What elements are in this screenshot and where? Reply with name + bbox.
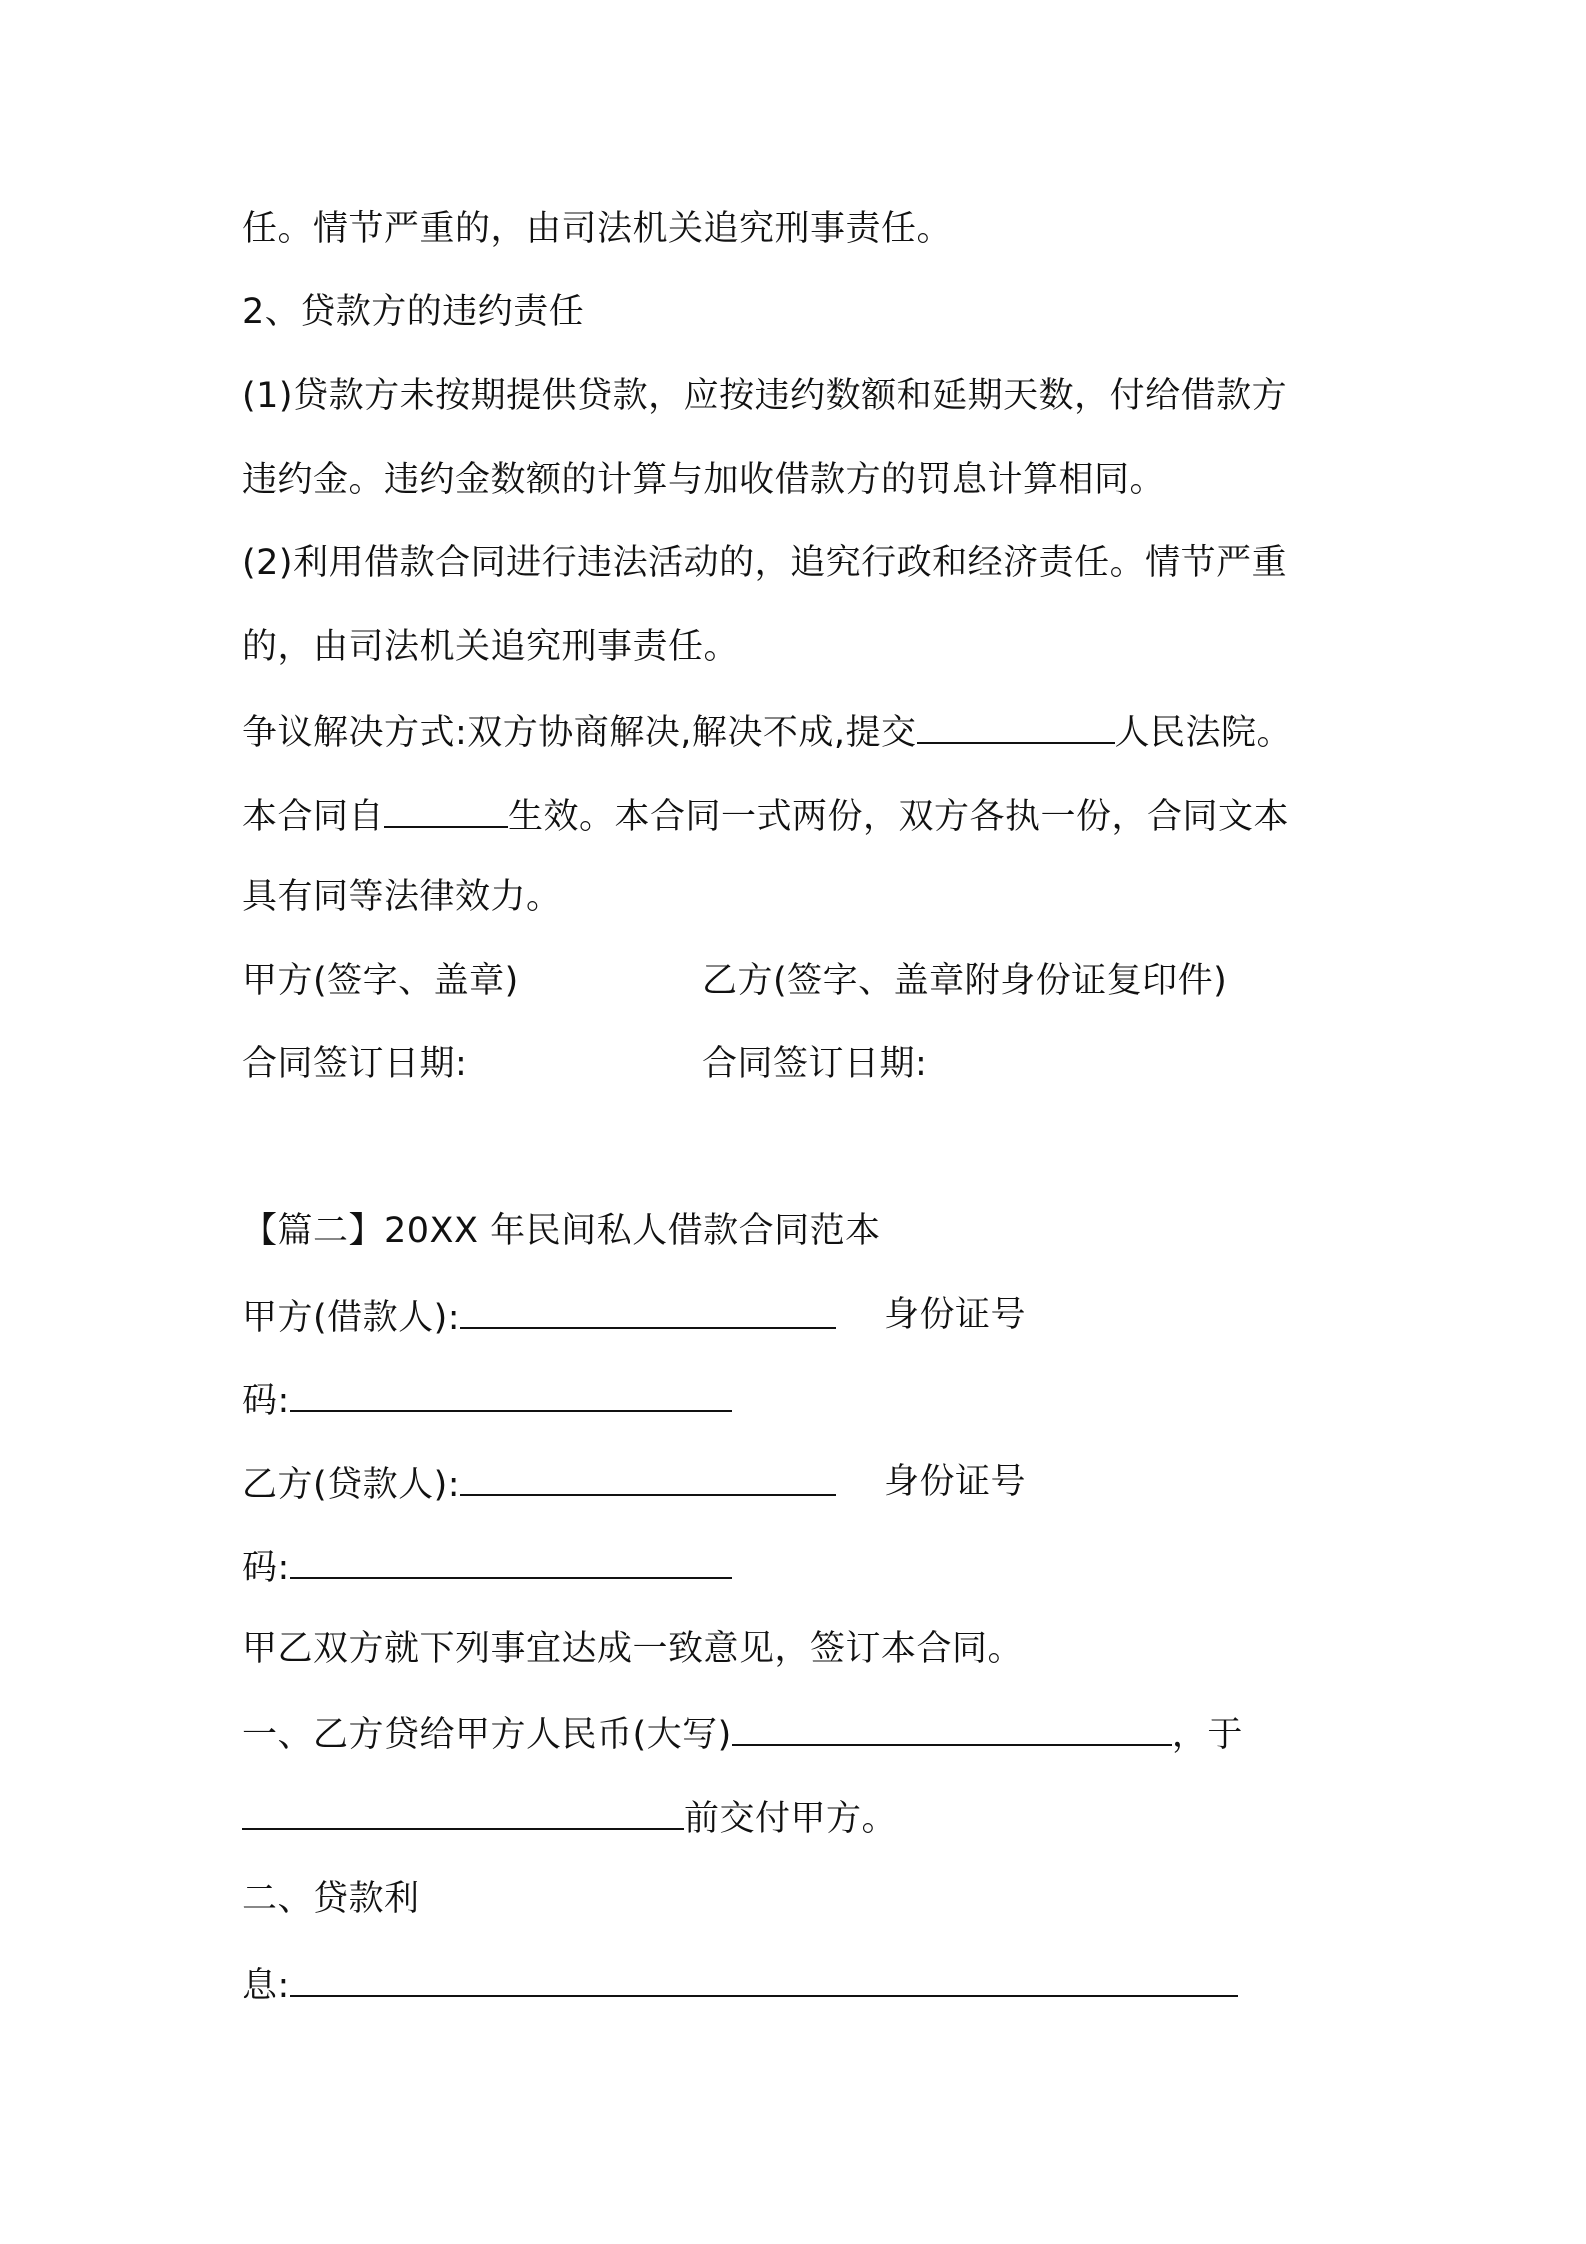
loan-amount-line — [242, 1710, 1243, 1757]
text: 码: — [242, 1381, 290, 1421]
signing-date-a — [242, 1042, 467, 1086]
court-blank — [917, 708, 1115, 744]
text: 违约金。违约金数额的计算与加收借款方的罚息计算相同。 — [242, 460, 1166, 500]
agreement-line — [242, 1627, 1023, 1671]
lender-id-line — [242, 1543, 732, 1590]
id-label — [884, 1293, 1026, 1337]
text: 前交付甲方。 — [684, 1799, 898, 1839]
text: 争议解决方式:双方协商解决,解决不成,提交 — [242, 713, 917, 753]
paragraph-line — [242, 625, 739, 669]
borrower-id-blank — [290, 1376, 732, 1412]
text: 【篇二】20XX 年民间私人借款合同范本 — [242, 1211, 881, 1251]
text: 乙方(贷款人): — [242, 1465, 461, 1505]
signing-date-b — [702, 1042, 927, 1086]
signature-party-b — [702, 959, 1227, 1003]
text: (1)贷款方未按期提供贷款，应按违约数额和延期天数，付给借款方 — [242, 376, 1288, 416]
delivery-date-blank — [242, 1794, 684, 1830]
text: 一、乙方贷给甲方人民币(大写) — [242, 1715, 732, 1755]
borrower-line — [242, 1293, 836, 1340]
delivery-line — [242, 1794, 897, 1841]
text: 具有同等法律效力。 — [242, 877, 562, 917]
lender-line — [242, 1460, 836, 1507]
effective-line — [242, 792, 1289, 839]
text: 的，由司法机关追究刑事责任。 — [242, 627, 740, 667]
borrower-id-line — [242, 1376, 732, 1423]
text: 生效。本合同一式两份，双方各执一份，合同文本 — [508, 797, 1290, 837]
text: 甲方(借款人): — [242, 1298, 461, 1338]
text: 身份证号 — [884, 1462, 1027, 1502]
dispute-resolution-line — [242, 708, 1292, 755]
signature-party-a — [242, 959, 519, 1003]
text: 甲乙双方就下列事宜达成一致意见，签订本合同。 — [242, 1629, 1024, 1669]
text: 本合同自 — [242, 797, 385, 837]
interest-line — [242, 1961, 1238, 2008]
id-label — [884, 1460, 1026, 1504]
borrower-name-blank — [460, 1293, 836, 1329]
text: 合同签订日期: — [702, 1044, 928, 1084]
text: 息: — [242, 1966, 290, 2006]
text: 甲方(签字、盖章) — [242, 961, 519, 1001]
text: 二、贷款利 — [242, 1879, 420, 1919]
text: ，于 — [1171, 1715, 1243, 1755]
paragraph-line — [242, 374, 1287, 418]
paragraph-line — [242, 207, 952, 251]
text: (2)利用借款合同进行违法活动的，追究行政和经济责任。情节严重 — [242, 543, 1288, 583]
lender-name-blank — [460, 1460, 836, 1496]
text: 合同签订日期: — [242, 1044, 468, 1084]
lender-id-blank — [290, 1543, 732, 1579]
text: 任。情节严重的，由司法机关追究刑事责任。 — [242, 209, 953, 249]
clause-heading — [242, 290, 584, 334]
paragraph-line — [242, 541, 1287, 585]
paragraph-line — [242, 875, 562, 919]
text: 人民法院。 — [1114, 713, 1293, 753]
text: 乙方(签字、盖章附身份证复印件) — [702, 961, 1228, 1001]
interest-heading — [242, 1877, 420, 1921]
interest-blank — [290, 1961, 1238, 1997]
text: 身份证号 — [884, 1295, 1027, 1335]
effective-date-blank — [384, 792, 508, 828]
text: 2、贷款方的违约责任 — [242, 292, 585, 332]
section-title — [242, 1209, 881, 1253]
amount-blank — [732, 1710, 1172, 1746]
paragraph-line — [242, 458, 1165, 502]
text: 码: — [242, 1548, 290, 1588]
